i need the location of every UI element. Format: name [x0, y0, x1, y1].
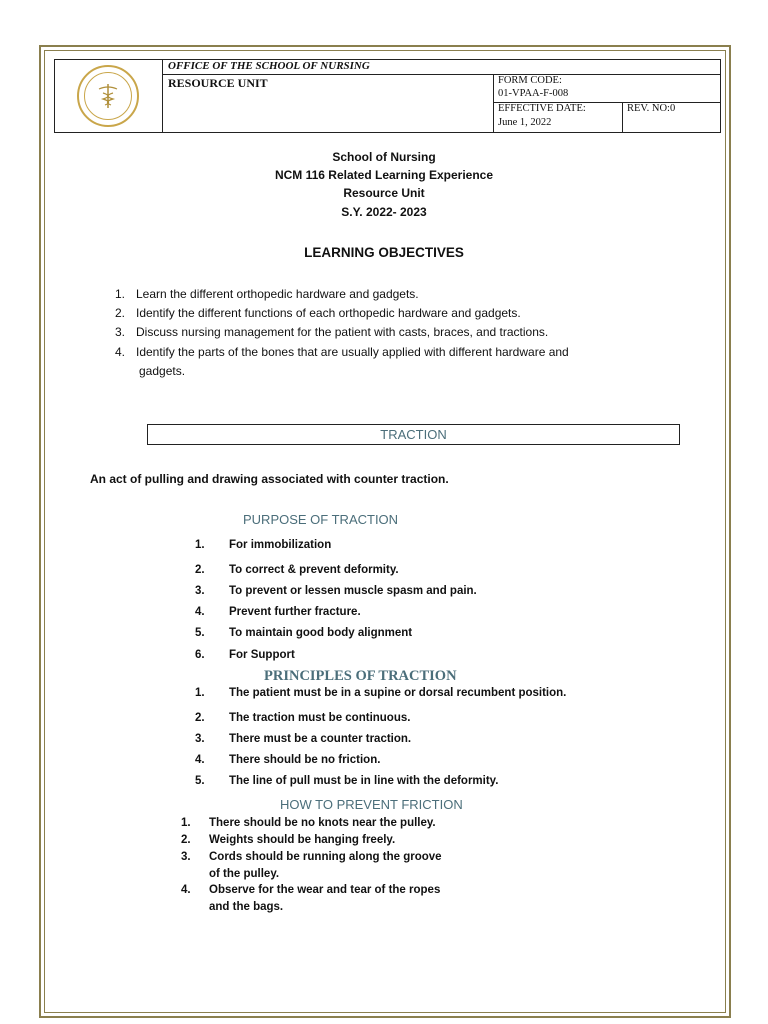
- item-text: To maintain good body alignment: [229, 627, 413, 639]
- item-text: There should be no friction.: [229, 754, 381, 766]
- item-number: 6.: [195, 649, 205, 661]
- title-school: School of Nursing: [332, 150, 436, 164]
- item-number: 5.: [195, 627, 205, 639]
- caduceus-icon: [93, 81, 123, 111]
- item-text: Prevent further fracture.: [229, 606, 361, 618]
- item-text: The traction must be continuous.: [229, 712, 411, 724]
- title-school-year: S.Y. 2022- 2023: [341, 205, 427, 219]
- logo-cell: [55, 60, 163, 132]
- objective-continuation: gadgets.: [139, 364, 186, 378]
- item-number: 2.: [195, 564, 205, 576]
- objective-number: 3.: [115, 325, 126, 339]
- item-number: 5.: [195, 775, 205, 787]
- effective-date-label: EFFECTIVE DATE:: [498, 103, 586, 114]
- resource-unit-label: RESOURCE UNIT: [168, 76, 268, 90]
- objective-text: Learn the different orthopedic hardware and gadgets.: [136, 287, 419, 301]
- item-text: Cords should be running along the groove: [209, 851, 442, 863]
- item-number: 4.: [181, 884, 191, 896]
- item-text: Weights should be hanging freely.: [209, 834, 396, 846]
- item-number: 1.: [195, 687, 205, 699]
- item-text: To correct & prevent deformity.: [229, 564, 399, 576]
- effective-date-cell: [493, 102, 623, 132]
- title-course: NCM 116 Related Learning Experience: [274, 168, 494, 182]
- objective-text: Identify the different functions of each orthopedic hardware and gadgets.: [136, 306, 521, 320]
- office-label: OFFICE OF THE SCHOOL OF NURSING: [168, 60, 370, 72]
- item-text: There must be a counter traction.: [229, 733, 412, 745]
- objective-item: [115, 306, 521, 320]
- principles-heading: PRINCIPLES OF TRACTION: [264, 668, 457, 684]
- item-number: 3.: [181, 851, 191, 863]
- item-number: 4.: [195, 754, 205, 766]
- traction-heading-box: [147, 424, 680, 445]
- traction-definition: An act of pulling and drawing associated with counter traction.: [90, 472, 449, 486]
- item-number: 1.: [181, 817, 191, 829]
- item-text: To prevent or lessen muscle spasm and pain.: [229, 585, 477, 597]
- revision-cell: [622, 102, 720, 132]
- office-row: [162, 60, 720, 75]
- title-resource-unit: Resource Unit: [343, 186, 425, 200]
- item-text: of the pulley.: [209, 868, 280, 880]
- item-number: 2.: [181, 834, 191, 846]
- objective-text: Discuss nursing management for the patient with casts, braces, and tractions.: [136, 325, 549, 339]
- item-text: and the bags.: [209, 901, 284, 913]
- traction-heading: TRACTION: [380, 427, 447, 442]
- item-number: 1.: [195, 539, 205, 551]
- objective-item: [115, 345, 569, 359]
- item-number: 3.: [195, 585, 205, 597]
- school-seal-logo: [77, 65, 139, 127]
- seal-inner-ring: [84, 72, 132, 120]
- item-number: 3.: [195, 733, 205, 745]
- item-text: Observe for the wear and tear of the ropes: [209, 884, 441, 896]
- revision-number: REV. NO:0: [627, 103, 676, 114]
- item-number: 4.: [195, 606, 205, 618]
- objective-text: Identify the parts of the bones that are usually applied with different hardware and: [136, 345, 569, 359]
- item-text: There should be no knots near the pulley.: [209, 817, 436, 829]
- objective-item: [115, 287, 419, 301]
- prevent-friction-heading: HOW TO PREVENT FRICTION: [280, 797, 463, 812]
- item-text: The patient must be in a supine or dorsal recumbent position.: [229, 687, 567, 699]
- item-text: The line of pull must be in line with the deformity.: [229, 775, 499, 787]
- purpose-heading: PURPOSE OF TRACTION: [243, 512, 399, 527]
- objective-item: [115, 325, 548, 339]
- item-text: For Support: [229, 649, 295, 661]
- form-code-label: FORM CODE:: [498, 75, 562, 86]
- form-code-value: 01-VPAA-F-008: [498, 88, 569, 99]
- objective-number: 2.: [115, 306, 126, 320]
- objective-number: 1.: [115, 287, 126, 301]
- item-number: 2.: [195, 712, 205, 724]
- objective-number: 4.: [115, 345, 126, 359]
- form-code-cell: [493, 74, 720, 103]
- learning-objectives-heading: LEARNING OBJECTIVES: [304, 245, 464, 260]
- document-header-table: [54, 59, 721, 133]
- effective-date-value: June 1, 2022: [498, 117, 552, 128]
- item-text: For immobilization: [229, 539, 332, 551]
